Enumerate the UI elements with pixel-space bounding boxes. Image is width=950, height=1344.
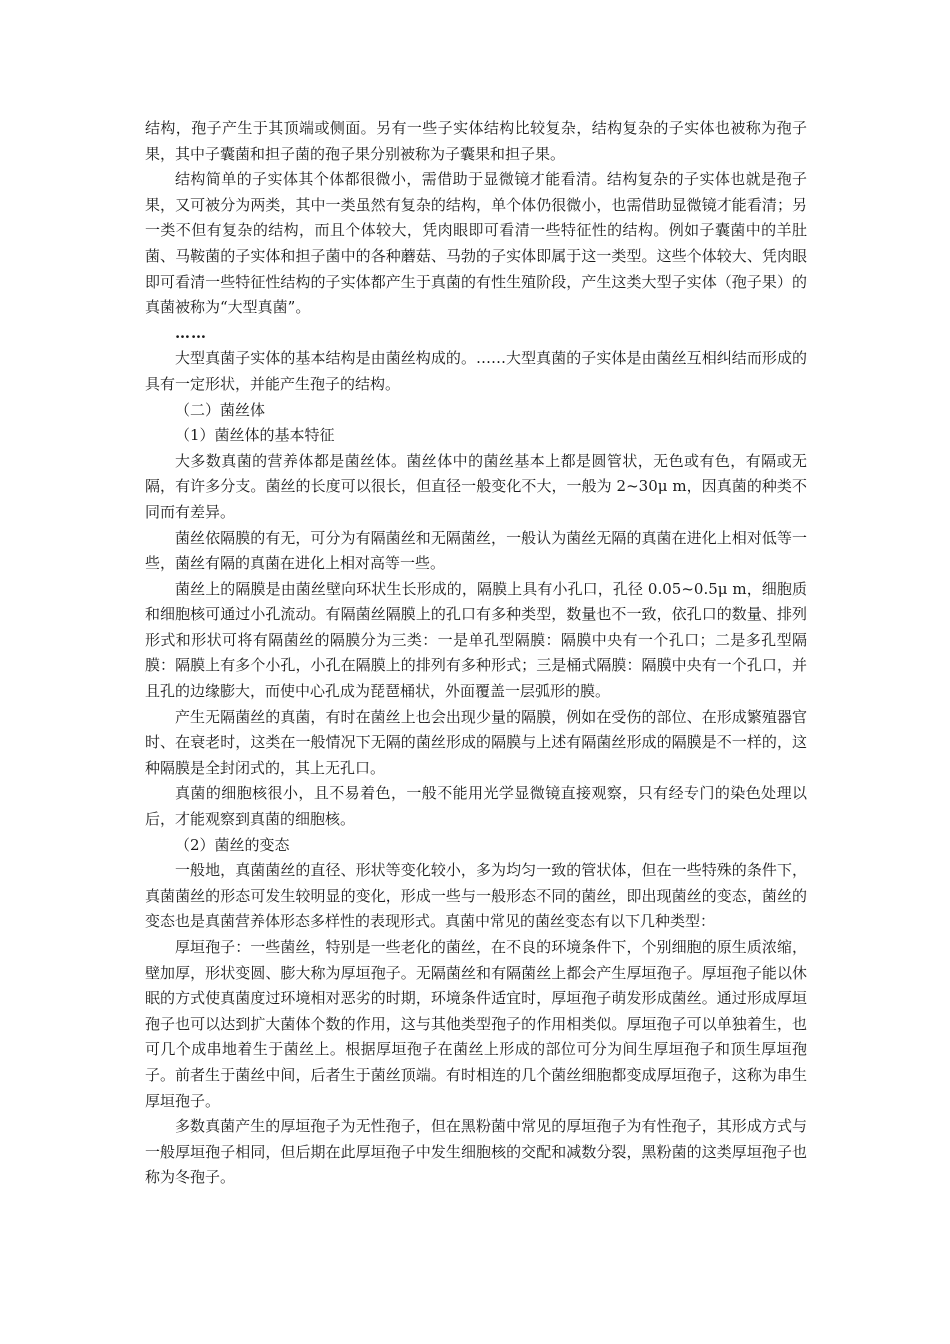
subsection-heading-hyphal-modification: （2）菌丝的变态 (175, 835, 290, 854)
paragraph-aseptate-septa: 产生无隔菌丝的真菌，有时在菌丝上也会出现少量的隔膜，例如在受伤的部位、在形成繁殖器官时、在衰老时，这类在一般情况下无隔的菌丝形成的隔膜与上述有隔菌丝形成的隔膜是不一样的，这种隔膜是全封闭式的，其上无孔口。 (145, 707, 807, 777)
paragraph-teliospores: 多数真菌产生的厚垣孢子为无性孢子，但在黑粉菌中常见的厚垣孢子为有性孢子，其形成方式与一般厚垣孢子相同，但后期在此厚垣孢子中发生细胞核的交配和减数分裂，黑粉菌的这类厚垣孢子也称为冬孢子。 (145, 1117, 807, 1187)
paragraph-spore-fruit-intro: 结构，孢子产生于其顶端或侧面。另有一些子实体结构比较复杂，结构复杂的子实体也被称为孢子果，其中子囊菌和担子菌的孢子果分别被称为子囊果和担子果。 (145, 119, 807, 163)
paragraph-nucleus: 真菌的细胞核很小，且不易着色，一般不能用光学显微镜直接观察，只有经专门的染色处理以后，才能观察到真菌的细胞核。 (145, 784, 807, 829)
paragraph-septate-aseptate: 菌丝依隔膜的有无，可分为有隔菌丝和无隔菌丝，一般认为菌丝无隔的真菌在进化上相对低等一些，菌丝有隔的真菌在进化上相对高等一些。 (145, 528, 807, 573)
omission-ellipsis: …… (175, 323, 207, 342)
paragraph-chlamydospores: 厚垣孢子：一些菌丝，特别是一些老化的菌丝，在不良的环境条件下，个别细胞的原生质浓缩，壁加厚，形状变圆、膨大称为厚垣孢子。无隔菌丝和有隔菌丝上都会产生厚垣孢子。厚垣孢子能以休眠的方式使真菌度过环境相对恶劣的时期，环境条件适宜时，厚垣孢子萌发形成菌丝。通过形成厚垣孢子也可以达到扩大菌体个数的作用，这与其他类型孢子的作用相类似。厚垣孢子可以单独着生，也可几个成串地着生于菌丝上。根据厚垣孢子在菌丝上形成的部位可分为间生厚垣孢子和顶生厚垣孢子。前者生于菌丝中间，后者生于菌丝顶端。有时相连的几个菌丝细胞都变成厚垣孢子，这称为串生厚垣孢子。 (145, 938, 807, 1110)
subsection-heading-basic-features: （1）菌丝体的基本特征 (175, 426, 335, 445)
paragraph-fruiting-body-types: 结构简单的子实体其个体都很微小，需借助于显微镜才能看清。结构复杂的子实体也就是孢子果，又可被分为两类，其中一类虽然有复杂的结构，单个体仍很微小，也需借助显微镜才能看清；另一类不但有复杂的结构，而且个体较大，凭肉眼即可看清一些特征性的结构。例如子囊菌中的羊肚菌、马鞍菌的子实体和担子菌中的各种蘑菇、马勃的子实体即属于这一类型。这些个体较大、凭肉眼即可看清一些特征性结构的子实体都产生于真菌的有性生殖阶段，产生这类大型子实体（孢子果）的真菌被称为“大型真菌”。 (145, 170, 807, 317)
section-heading-mycelium: （二）菌丝体 (175, 400, 266, 419)
document-page (145, 116, 807, 1191)
paragraph-macrofungi-structure: 大型真菌子实体的基本结构是由菌丝构成的。……大型真菌的子实体是由菌丝互相纠结而形成的具有一定形状，并能产生孢子的结构。 (145, 349, 807, 393)
paragraph-hyphae-basics: 大多数真菌的营养体都是菌丝体。菌丝体中的菌丝基本上都是圆管状，无色或有色，有隔或无隔，有许多分支。菌丝的长度可以很长，但直径一般变化不大，一般为 2~30μ m，因真菌的种类不同而有差异。 (145, 451, 807, 521)
paragraph-septum-types: 菌丝上的隔膜是由菌丝壁向环状生长形成的，隔膜上具有小孔口，孔径 0.05~0.5μ m，细胞质和细胞核可通过小孔流动。有隔菌丝隔膜上的孔口有多种类型，数量也不一致，依孔口的数量、排列形式和形状可将有隔菌丝的隔膜分为三类：一是单孔型隔膜：隔膜中央有一个孔口；二是多孔型隔膜：隔膜上有多个小孔，小孔在隔膜上的排列有多种形式；三是桶式隔膜：隔膜中央有一个孔口，并且孔的边缘膨大，而使中心孔成为琵琶桶状，外面覆盖一层弧形的膜。 (145, 579, 807, 701)
paragraph-modification-intro: 一般地，真菌菌丝的直径、形状等变化较小，多为均匀一致的管状体，但在一些特殊的条件下，真菌菌丝的形态可发生较明显的变化，形成一些与一般形态不同的菌丝，即出现菌丝的变态，菌丝的变态也是真菌营养体形态多样性的表现形式。真菌中常见的菌丝变态有以下几种类型： (145, 861, 807, 931)
